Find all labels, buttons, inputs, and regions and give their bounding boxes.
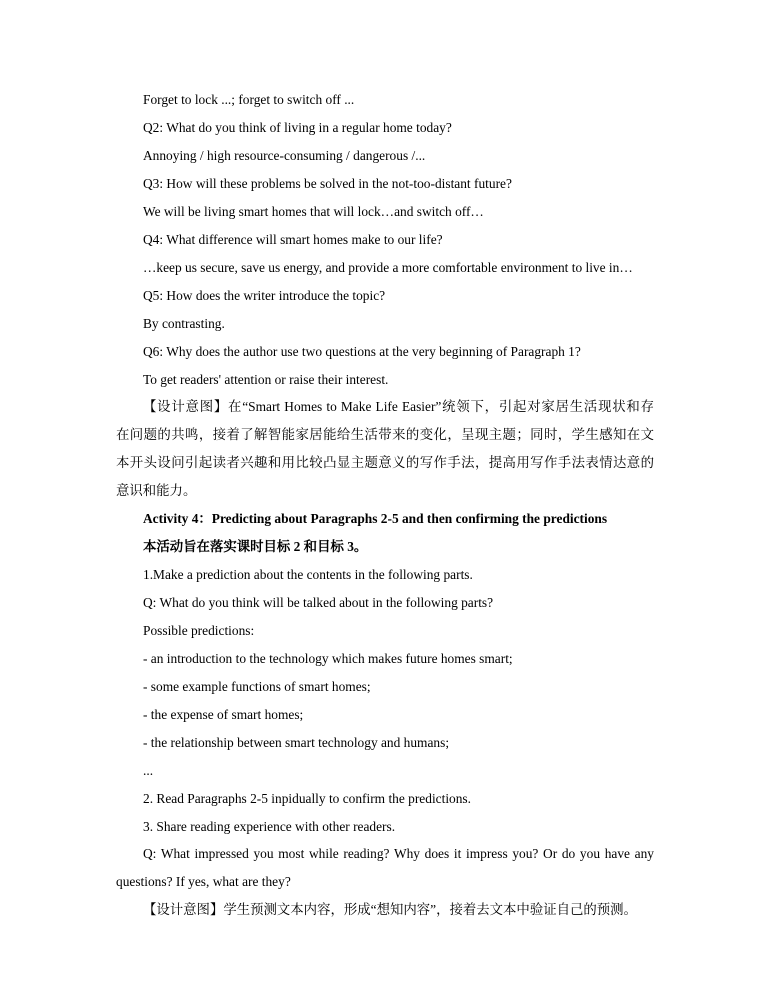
- answer-q6: To get readers' attention or raise their interest.: [143, 372, 389, 387]
- design-intent-line: 意识和能力。: [116, 483, 197, 498]
- design-intent-2: 【设计意图】学生预测文本内容，形成“想知内容”，接着去文本中验证自己的预测。: [143, 902, 637, 917]
- ellipsis: ...: [143, 763, 154, 778]
- question-q2: Q2: What do you think of living in a regular home today?: [143, 120, 452, 135]
- activity-step: 3. Share reading experience with other readers.: [143, 819, 396, 834]
- prediction-item: - the relationship between smart technology and humans;: [143, 735, 450, 750]
- question-q4: Q4: What difference will smart homes make to our life?: [143, 232, 443, 247]
- share-question-line: Q: What impressed you most while reading? Why does it impress you? Or do you have any: [143, 846, 654, 861]
- activity-title: Activity 4：Predicting about Paragraphs 2-5 and then confirming the predictions: [143, 511, 608, 526]
- question-q6: Q6: Why does the author use two questions at the very beginning of Paragraph 1?: [143, 344, 581, 359]
- prediction-item: - an introduction to the technology which makes future homes smart;: [143, 651, 513, 666]
- activity-step: 1.Make a prediction about the contents in the following parts.: [143, 567, 473, 582]
- activity-goal: 本活动旨在落实课时目标 2 和目标 3。: [143, 539, 368, 554]
- text-line: Forget to lock ...; forget to switch off ...: [143, 92, 355, 107]
- predictions-heading: Possible predictions:: [143, 623, 255, 638]
- answer-q4: …keep us secure, save us energy, and provide a more comfortable environment to live in…: [143, 260, 633, 275]
- question-q5: Q5: How does the writer introduce the topic?: [143, 288, 386, 303]
- activity-question: Q: What do you think will be talked about in the following parts?: [143, 595, 494, 610]
- answer-q2: Annoying / high resource-consuming / dangerous /...: [143, 148, 426, 163]
- design-intent-line: 在问题的共鸣，接着了解智能家居能给生活带来的变化，呈现主题；同时，学生感知在文: [116, 427, 654, 442]
- prediction-item: - the expense of smart homes;: [143, 707, 304, 722]
- design-intent-line: 本开头设问引起读者兴趣和用比较凸显主题意义的写作手法，提高用写作手法表情达意的: [116, 455, 654, 470]
- answer-q5: By contrasting.: [143, 316, 225, 331]
- activity-step: 2. Read Paragraphs 2-5 inpidually to confirm the predictions.: [143, 791, 471, 806]
- prediction-item: - some example functions of smart homes;: [143, 679, 371, 694]
- answer-q3: We will be living smart homes that will lock…and switch off…: [143, 204, 484, 219]
- design-intent-line: 【设计意图】在“Smart Homes to Make Life Easier”统领下，引起对家居生活现状和存: [143, 399, 654, 414]
- share-question-line: questions? If yes, what are they?: [116, 874, 291, 889]
- question-q3: Q3: How will these problems be solved in the not-too-distant future?: [143, 176, 512, 191]
